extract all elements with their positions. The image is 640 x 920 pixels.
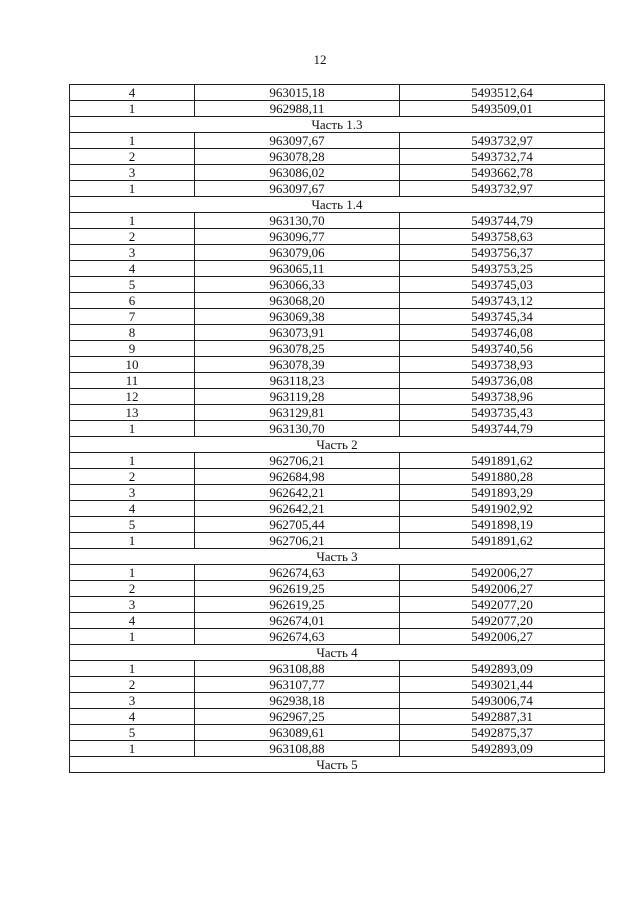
- y-coordinate-cell: 5492006,27: [400, 629, 605, 645]
- table-row: [70, 501, 605, 517]
- y-coordinate-cell: 5493732,97: [400, 181, 605, 197]
- table-row: [70, 533, 605, 549]
- y-coordinate-cell: 5491880,28: [400, 469, 605, 485]
- point-number-cell: 7: [70, 309, 195, 325]
- point-number-cell: 5: [70, 277, 195, 293]
- table-row: [70, 341, 605, 357]
- table-row: [70, 613, 605, 629]
- x-coordinate-cell: 962674,01: [195, 613, 400, 629]
- x-coordinate-cell: 963073,91: [195, 325, 400, 341]
- x-coordinate-cell: 963119,28: [195, 389, 400, 405]
- y-coordinate-cell: 5492006,27: [400, 565, 605, 581]
- point-number-cell: 3: [70, 245, 195, 261]
- y-coordinate-cell: 5491898,19: [400, 517, 605, 533]
- section-title: Часть 4: [70, 645, 605, 661]
- point-number-cell: 1: [70, 133, 195, 149]
- table-row: [70, 741, 605, 757]
- table-row: [70, 405, 605, 421]
- y-coordinate-cell: 5493006,74: [400, 693, 605, 709]
- table-row: [70, 485, 605, 501]
- y-coordinate-cell: 5493753,25: [400, 261, 605, 277]
- table-row: [70, 181, 605, 197]
- point-number-cell: 2: [70, 469, 195, 485]
- x-coordinate-cell: 962706,21: [195, 533, 400, 549]
- table-row: [70, 165, 605, 181]
- x-coordinate-cell: 963078,28: [195, 149, 400, 165]
- table-row: [70, 389, 605, 405]
- y-coordinate-cell: 5492077,20: [400, 613, 605, 629]
- table-row: [70, 725, 605, 741]
- x-coordinate-cell: 963078,25: [195, 341, 400, 357]
- point-number-cell: 4: [70, 613, 195, 629]
- point-number-cell: 4: [70, 501, 195, 517]
- y-coordinate-cell: 5493746,08: [400, 325, 605, 341]
- point-number-cell: 1: [70, 181, 195, 197]
- point-number-cell: 5: [70, 725, 195, 741]
- x-coordinate-cell: 963086,02: [195, 165, 400, 181]
- x-coordinate-cell: 963015,18: [195, 85, 400, 101]
- y-coordinate-cell: 5493736,08: [400, 373, 605, 389]
- x-coordinate-cell: 963130,70: [195, 213, 400, 229]
- point-number-cell: 1: [70, 741, 195, 757]
- point-number-cell: 5: [70, 517, 195, 533]
- y-coordinate-cell: 5493758,63: [400, 229, 605, 245]
- coordinates-table-body: [70, 85, 605, 773]
- table-row: [70, 261, 605, 277]
- y-coordinate-cell: 5493732,97: [400, 133, 605, 149]
- x-coordinate-cell: 962642,21: [195, 485, 400, 501]
- point-number-cell: 8: [70, 325, 195, 341]
- y-coordinate-cell: 5492887,31: [400, 709, 605, 725]
- x-coordinate-cell: 962705,44: [195, 517, 400, 533]
- table-row: [70, 421, 605, 437]
- point-number-cell: 4: [70, 709, 195, 725]
- table-row: [70, 517, 605, 533]
- section-title: Часть 1.4: [70, 197, 605, 213]
- y-coordinate-cell: 5493735,43: [400, 405, 605, 421]
- x-coordinate-cell: 962706,21: [195, 453, 400, 469]
- coordinates-table: [69, 84, 605, 773]
- point-number-cell: 12: [70, 389, 195, 405]
- table-row: [70, 661, 605, 677]
- point-number-cell: 3: [70, 693, 195, 709]
- table-row: [70, 293, 605, 309]
- y-coordinate-cell: 5493745,03: [400, 277, 605, 293]
- point-number-cell: 2: [70, 581, 195, 597]
- y-coordinate-cell: 5493744,79: [400, 421, 605, 437]
- point-number-cell: 2: [70, 677, 195, 693]
- y-coordinate-cell: 5493662,78: [400, 165, 605, 181]
- point-number-cell: 3: [70, 597, 195, 613]
- section-header-row: [70, 757, 605, 773]
- x-coordinate-cell: 963068,20: [195, 293, 400, 309]
- point-number-cell: 1: [70, 453, 195, 469]
- point-number-cell: 1: [70, 565, 195, 581]
- point-number-cell: 9: [70, 341, 195, 357]
- section-header-row: [70, 197, 605, 213]
- y-coordinate-cell: 5493512,64: [400, 85, 605, 101]
- table-row: [70, 581, 605, 597]
- table-row: [70, 213, 605, 229]
- x-coordinate-cell: 963065,11: [195, 261, 400, 277]
- y-coordinate-cell: 5493743,12: [400, 293, 605, 309]
- table-row: [70, 453, 605, 469]
- table-row: [70, 709, 605, 725]
- y-coordinate-cell: 5493738,96: [400, 389, 605, 405]
- point-number-cell: 2: [70, 149, 195, 165]
- x-coordinate-cell: 963096,77: [195, 229, 400, 245]
- x-coordinate-cell: 963107,77: [195, 677, 400, 693]
- table-row: [70, 357, 605, 373]
- table-row: [70, 565, 605, 581]
- x-coordinate-cell: 963089,61: [195, 725, 400, 741]
- y-coordinate-cell: 5492006,27: [400, 581, 605, 597]
- x-coordinate-cell: 962988,11: [195, 101, 400, 117]
- y-coordinate-cell: 5491893,29: [400, 485, 605, 501]
- section-header-row: [70, 117, 605, 133]
- table-row: [70, 325, 605, 341]
- x-coordinate-cell: 962619,25: [195, 581, 400, 597]
- x-coordinate-cell: 963097,67: [195, 133, 400, 149]
- y-coordinate-cell: 5491902,92: [400, 501, 605, 517]
- table-row: [70, 229, 605, 245]
- x-coordinate-cell: 962967,25: [195, 709, 400, 725]
- y-coordinate-cell: 5493756,37: [400, 245, 605, 261]
- table-row: [70, 469, 605, 485]
- x-coordinate-cell: 963078,39: [195, 357, 400, 373]
- x-coordinate-cell: 962684,98: [195, 469, 400, 485]
- x-coordinate-cell: 963108,88: [195, 741, 400, 757]
- table-row: [70, 693, 605, 709]
- point-number-cell: 3: [70, 485, 195, 501]
- page-number: 12: [313, 52, 327, 67]
- table-row: [70, 309, 605, 325]
- x-coordinate-cell: 962674,63: [195, 629, 400, 645]
- y-coordinate-cell: 5493509,01: [400, 101, 605, 117]
- table-row: [70, 245, 605, 261]
- x-coordinate-cell: 962674,63: [195, 565, 400, 581]
- point-number-cell: 3: [70, 165, 195, 181]
- point-number-cell: 4: [70, 261, 195, 277]
- point-number-cell: 11: [70, 373, 195, 389]
- point-number-cell: 1: [70, 533, 195, 549]
- x-coordinate-cell: 963066,33: [195, 277, 400, 293]
- x-coordinate-cell: 962619,25: [195, 597, 400, 613]
- x-coordinate-cell: 963069,38: [195, 309, 400, 325]
- point-number-cell: 1: [70, 661, 195, 677]
- table-row: [70, 597, 605, 613]
- table-row: [70, 149, 605, 165]
- section-title: Часть 3: [70, 549, 605, 565]
- x-coordinate-cell: 963129,81: [195, 405, 400, 421]
- point-number-cell: 4: [70, 85, 195, 101]
- x-coordinate-cell: 963118,23: [195, 373, 400, 389]
- y-coordinate-cell: 5492893,09: [400, 741, 605, 757]
- y-coordinate-cell: 5493740,56: [400, 341, 605, 357]
- y-coordinate-cell: 5491891,62: [400, 453, 605, 469]
- section-header-row: [70, 437, 605, 453]
- x-coordinate-cell: 963108,88: [195, 661, 400, 677]
- point-number-cell: 6: [70, 293, 195, 309]
- section-title: Часть 5: [70, 757, 605, 773]
- section-header-row: [70, 549, 605, 565]
- x-coordinate-cell: 963130,70: [195, 421, 400, 437]
- point-number-cell: 2: [70, 229, 195, 245]
- point-number-cell: 1: [70, 421, 195, 437]
- table-row: [70, 133, 605, 149]
- x-coordinate-cell: 963097,67: [195, 181, 400, 197]
- table-row: [70, 85, 605, 101]
- section-header-row: [70, 645, 605, 661]
- y-coordinate-cell: 5492875,37: [400, 725, 605, 741]
- point-number-cell: 1: [70, 629, 195, 645]
- table-row: [70, 101, 605, 117]
- point-number-cell: 10: [70, 357, 195, 373]
- y-coordinate-cell: 5491891,62: [400, 533, 605, 549]
- y-coordinate-cell: 5493745,34: [400, 309, 605, 325]
- section-title: Часть 1.3: [70, 117, 605, 133]
- x-coordinate-cell: 963079,06: [195, 245, 400, 261]
- section-title: Часть 2: [70, 437, 605, 453]
- y-coordinate-cell: 5493021,44: [400, 677, 605, 693]
- table-row: [70, 629, 605, 645]
- point-number-cell: 1: [70, 213, 195, 229]
- table-row: [70, 373, 605, 389]
- y-coordinate-cell: 5492077,20: [400, 597, 605, 613]
- y-coordinate-cell: 5492893,09: [400, 661, 605, 677]
- x-coordinate-cell: 962642,21: [195, 501, 400, 517]
- y-coordinate-cell: 5493732,74: [400, 149, 605, 165]
- x-coordinate-cell: 962938,18: [195, 693, 400, 709]
- point-number-cell: 13: [70, 405, 195, 421]
- table-row: [70, 277, 605, 293]
- y-coordinate-cell: 5493738,93: [400, 357, 605, 373]
- point-number-cell: 1: [70, 101, 195, 117]
- y-coordinate-cell: 5493744,79: [400, 213, 605, 229]
- table-row: [70, 677, 605, 693]
